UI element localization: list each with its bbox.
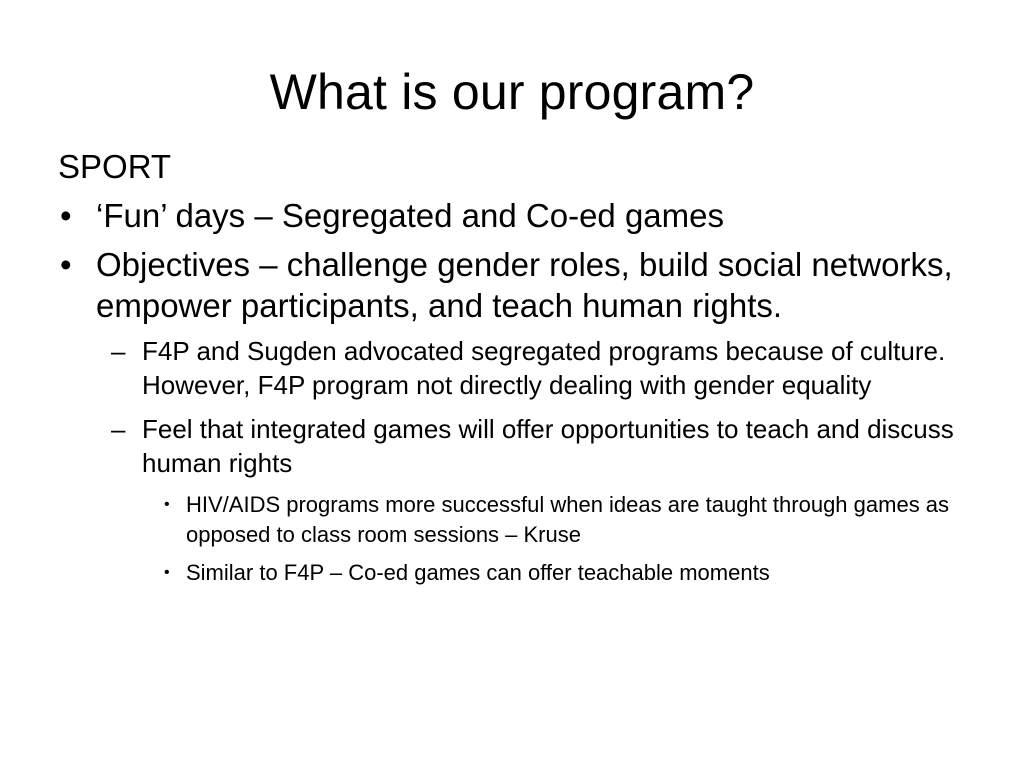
bullet-icon: •: [164, 564, 170, 581]
dash-icon: –: [111, 414, 126, 444]
section-heading: SPORT: [58, 148, 172, 185]
dash-icon: –: [111, 336, 126, 366]
bullet-text: Objectives – challenge gender roles, build social networks, empower participants, and teach human rights.: [96, 246, 953, 324]
bullet-text: ‘Fun’ days – Segregated and Co-ed games: [96, 197, 724, 234]
slide-body: [58, 147, 958, 596]
sub-sub-bullet-text: HIV/AIDS programs more successful when ideas are taught through games as opposed to class room sessions – Kruse: [186, 492, 950, 547]
sub-bullet-text: Feel that integrated games will offer opportunities to teach and discuss human rights: [142, 414, 954, 478]
sub-bullet-text: F4P and Sugden advocated segregated programs because of culture. However, F4P program not directly dealing with gender equality: [142, 336, 946, 400]
sub-bullet-item: [111, 412, 958, 480]
sub-sub-bullet-item: [162, 558, 958, 588]
sub-bullet-item: [111, 334, 958, 402]
bullet-item: [58, 244, 958, 326]
sub-sub-bullet-text: Similar to F4P – Co-ed games can offer teachable moments: [186, 560, 770, 585]
bullet-icon: •: [60, 197, 72, 234]
sub-sub-bullet-item: [162, 490, 958, 550]
bullet-icon: •: [164, 496, 170, 513]
bullet-icon: •: [60, 246, 72, 283]
bullet-item: [58, 195, 958, 236]
slide-title: What is our program?: [269, 64, 755, 120]
